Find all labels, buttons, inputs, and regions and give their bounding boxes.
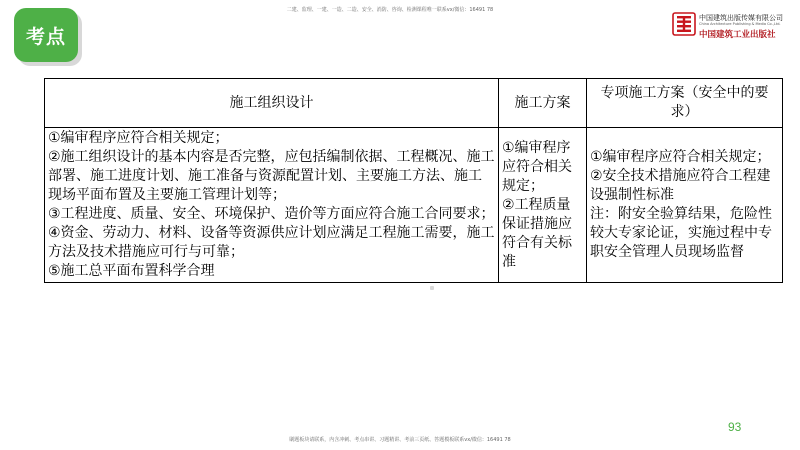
publisher-logo (672, 12, 798, 42)
list-item: ④资金、劳动力、材料、设备等资源供应计划应满足工程施工需要，施工方法及技术措施应可行与可靠； (48, 225, 495, 260)
badge-label: 考点 (14, 8, 78, 62)
comparison-table (44, 78, 783, 283)
header-construction-plan: 施工方案 (499, 79, 587, 128)
page-number: 93 (728, 420, 742, 434)
table-body-row (45, 128, 783, 283)
publisher-name-cn: 中国建筑出版传媒有限公司 (699, 14, 783, 22)
list-item: 注：附安全验算结果，危险性较大专家论证，实施过程中专职安全管理人员现场监督 (590, 206, 772, 260)
footer-contact-note: 刷题板块请联系，内含冲刺、考点串讲、习题精讲、考前三页纸、答题模板联系vx/微信：16491 78 (289, 437, 511, 443)
cell-construction-plan-requirements (499, 128, 587, 283)
list-item: ②工程质量保证措施应符合有关标准 (502, 196, 572, 270)
topic-badge (14, 8, 80, 64)
header-special-construction-plan: 专项施工方案（安全中的要求） (587, 79, 783, 128)
list-item: ②施工组织设计的基本内容是否完整，应包括编制依据、工程概况、施工部署、施工进度计划、施工准备与资源配置计划、主要施工方法、施工现场平面布置及主要施工管理计划等； (48, 149, 495, 203)
publisher-name-calligraphy: 中国建筑工业出版社 (699, 30, 776, 40)
publisher-name-en: China Architecture Publishing & Media Co.,Ltd. (699, 22, 781, 26)
list-item: ①编审程序应符合相关规定； (48, 130, 229, 146)
publisher-emblem-icon (672, 12, 696, 36)
cell-special-plan-requirements (587, 128, 783, 283)
list-item: ①编审程序应符合相关规定； (590, 149, 771, 165)
list-item: ①编审程序应符合相关规定； (502, 139, 572, 194)
list-item: ②安全技术措施应符合工程建设强制性标准 (590, 168, 771, 203)
list-item: ⑤施工总平面布置科学合理 (48, 263, 215, 279)
header-contact-note: 二建、监理、一建、一造、二造、安全、消防、咨询、检测课程唯一联系vx/微信：16491 78 (286, 7, 494, 13)
table-header-row (45, 79, 783, 128)
cell-organization-design-requirements (45, 128, 499, 283)
header-construction-organization-design: 施工组织设计 (45, 79, 499, 128)
list-item: ③工程进度、质量、安全、环境保护、造价等方面应符合施工合同要求； (48, 206, 495, 222)
decorative-dot (430, 286, 434, 290)
